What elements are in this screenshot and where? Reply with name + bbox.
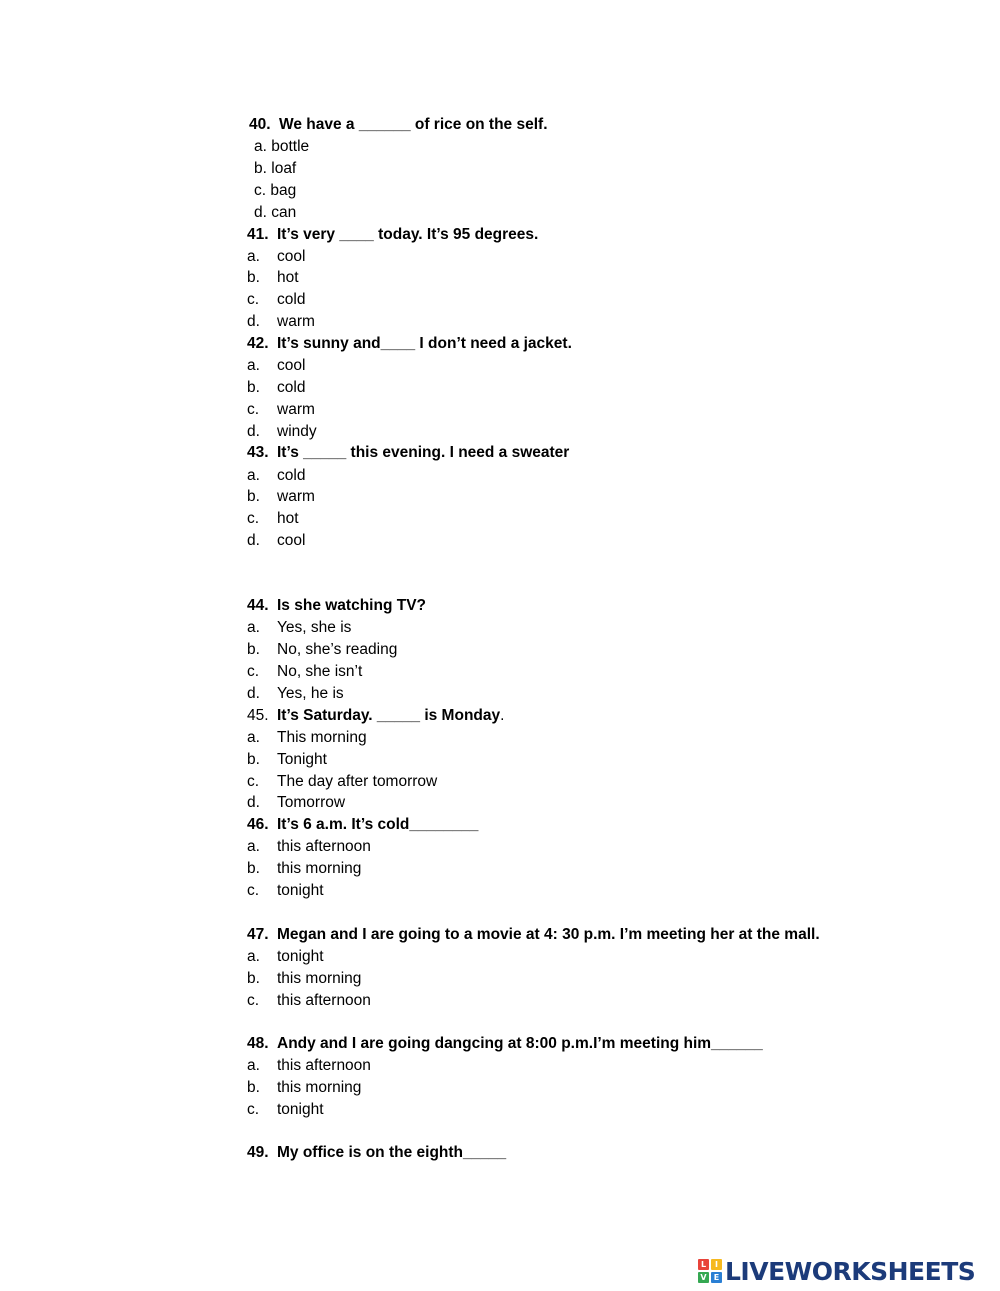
option-letter: d. xyxy=(254,204,267,221)
option-text: cold xyxy=(277,379,306,396)
option-text: warm xyxy=(277,313,315,330)
option-45-b[interactable] xyxy=(247,750,327,770)
option-42-d[interactable] xyxy=(247,422,317,442)
option-letter: c. xyxy=(247,401,260,418)
option-46-a[interactable] xyxy=(247,837,371,857)
question-text: Is she watching TV? xyxy=(277,597,426,614)
option-text: Yes, he is xyxy=(277,685,344,702)
option-text: tonight xyxy=(277,948,324,965)
option-text: warm xyxy=(277,488,315,505)
question-number: 42. xyxy=(247,335,269,352)
option-text: this afternoon xyxy=(277,992,371,1009)
option-41-c[interactable] xyxy=(247,290,305,310)
question-trailing: . xyxy=(500,707,505,724)
option-45-a[interactable] xyxy=(247,728,367,748)
question-43 xyxy=(247,443,569,463)
option-text: bottle xyxy=(271,138,310,155)
question-40 xyxy=(249,115,548,135)
option-41-a[interactable] xyxy=(247,247,305,267)
option-46-b[interactable] xyxy=(247,859,361,879)
option-40-b[interactable] xyxy=(254,159,296,179)
option-text: tonight xyxy=(277,1101,324,1118)
option-text: loaf xyxy=(271,160,297,177)
option-text: Tonight xyxy=(277,751,327,768)
option-47-c[interactable] xyxy=(247,991,371,1011)
logo-letter: E xyxy=(711,1272,722,1283)
option-44-d[interactable] xyxy=(247,684,344,704)
option-letter: b. xyxy=(247,1079,260,1096)
option-44-b[interactable] xyxy=(247,640,397,660)
option-letter: d. xyxy=(247,423,260,440)
question-text: It’s _____ this evening. I need a sweater xyxy=(277,444,570,461)
brand-name: LIVEWORKSHEETS xyxy=(725,1256,976,1286)
option-46-c[interactable] xyxy=(247,881,324,901)
question-number: 45. xyxy=(247,707,269,724)
option-text: Tomorrow xyxy=(277,794,346,811)
option-42-b[interactable] xyxy=(247,378,305,398)
option-letter: a. xyxy=(247,1057,260,1074)
option-48-b[interactable] xyxy=(247,1078,361,1098)
option-text: hot xyxy=(277,510,299,527)
option-48-c[interactable] xyxy=(247,1100,324,1120)
option-text: this morning xyxy=(277,860,362,877)
option-letter: a. xyxy=(247,948,260,965)
option-letter: b. xyxy=(247,488,260,505)
option-42-a[interactable] xyxy=(247,356,305,376)
question-45 xyxy=(247,706,504,726)
option-text: cool xyxy=(277,248,306,265)
option-letter: b. xyxy=(247,379,260,396)
option-text: The day after tomorrow xyxy=(277,773,438,790)
option-text: This morning xyxy=(277,729,367,746)
option-letter: c. xyxy=(247,773,260,790)
option-43-c[interactable] xyxy=(247,509,299,529)
question-number: 49. xyxy=(247,1144,269,1161)
option-letter: c. xyxy=(254,182,267,199)
option-44-a[interactable] xyxy=(247,618,351,638)
option-letter: c. xyxy=(247,992,260,1009)
option-letter: d. xyxy=(247,532,260,549)
question-text: Megan and I are going to a movie at 4: 30 p.m. I’m meeting her at the mall. xyxy=(277,926,820,943)
option-48-a[interactable] xyxy=(247,1056,371,1076)
option-letter: c. xyxy=(247,1101,260,1118)
option-text: bag xyxy=(270,182,297,199)
option-text: tonight xyxy=(277,882,324,899)
question-number: 43. xyxy=(247,444,269,461)
question-number: 48. xyxy=(247,1035,269,1052)
option-letter: d. xyxy=(247,313,260,330)
option-letter: c. xyxy=(247,882,260,899)
option-letter: a. xyxy=(247,357,260,374)
option-text: cool xyxy=(277,357,306,374)
option-letter: b. xyxy=(247,751,260,768)
question-49 xyxy=(247,1143,506,1163)
option-letter: b. xyxy=(247,641,260,658)
option-letter: a. xyxy=(247,467,260,484)
live-blocks-icon xyxy=(698,1259,722,1283)
option-41-d[interactable] xyxy=(247,312,315,332)
option-text: can xyxy=(271,204,297,221)
question-text: We have a ______ of rice on the self. xyxy=(279,116,548,133)
option-text: hot xyxy=(277,269,299,286)
option-40-c[interactable] xyxy=(254,181,296,201)
liveworksheets-logo xyxy=(698,1256,975,1286)
question-number: 47. xyxy=(247,926,269,943)
option-text: windy xyxy=(277,423,317,440)
option-text: this morning xyxy=(277,970,362,987)
option-45-c[interactable] xyxy=(247,772,437,792)
option-letter: a. xyxy=(247,729,260,746)
option-45-d[interactable] xyxy=(247,793,345,813)
question-41 xyxy=(247,225,538,245)
option-text: warm xyxy=(277,401,315,418)
option-text: this afternoon xyxy=(277,838,371,855)
question-number: 46. xyxy=(247,816,269,833)
question-44 xyxy=(247,596,426,616)
question-number: 40. xyxy=(249,116,271,133)
question-48 xyxy=(247,1034,763,1054)
option-text: cold xyxy=(277,291,306,308)
option-43-d[interactable] xyxy=(247,531,305,551)
option-letter: c. xyxy=(247,291,260,308)
logo-letter: L xyxy=(698,1259,709,1270)
option-text: No, she’s reading xyxy=(277,641,398,658)
option-letter: b. xyxy=(254,160,267,177)
option-letter: d. xyxy=(247,685,260,702)
question-text: It’s sunny and____ I don’t need a jacket. xyxy=(277,335,572,352)
option-letter: c. xyxy=(247,663,260,680)
option-letter: a. xyxy=(247,248,260,265)
option-42-c[interactable] xyxy=(247,400,315,420)
option-text: this morning xyxy=(277,1079,362,1096)
question-number: 41. xyxy=(247,226,269,243)
option-letter: d. xyxy=(247,794,260,811)
option-text: cool xyxy=(277,532,306,549)
option-letter: b. xyxy=(247,860,260,877)
question-47 xyxy=(247,925,820,945)
option-letter: b. xyxy=(247,970,260,987)
option-44-c[interactable] xyxy=(247,662,362,682)
option-text: cold xyxy=(277,467,306,484)
option-letter: a. xyxy=(247,619,260,636)
logo-letter: V xyxy=(698,1272,709,1283)
option-letter: a. xyxy=(254,138,267,155)
option-47-a[interactable] xyxy=(247,947,324,967)
question-42 xyxy=(247,334,572,354)
option-43-b[interactable] xyxy=(247,487,315,507)
option-43-a[interactable] xyxy=(247,466,305,486)
option-text: Yes, she is xyxy=(277,619,352,636)
option-41-b[interactable] xyxy=(247,268,299,288)
question-text: Andy and I are going dangcing at 8:00 p.m.I’m meeting him______ xyxy=(277,1035,763,1052)
option-letter: c. xyxy=(247,510,260,527)
question-text: It’s Saturday. _____ is Monday xyxy=(277,707,501,724)
option-text: this afternoon xyxy=(277,1057,371,1074)
option-text: No, she isn’t xyxy=(277,663,363,680)
option-47-b[interactable] xyxy=(247,969,361,989)
option-40-d[interactable] xyxy=(254,203,296,223)
question-text: My office is on the eighth_____ xyxy=(277,1144,507,1161)
question-46 xyxy=(247,815,478,835)
question-number: 44. xyxy=(247,597,269,614)
question-text: It’s very ____ today. It’s 95 degrees. xyxy=(277,226,539,243)
option-letter: a. xyxy=(247,838,260,855)
option-letter: b. xyxy=(247,269,260,286)
question-text: It’s 6 a.m. It’s cold________ xyxy=(277,816,479,833)
logo-letter: I xyxy=(711,1259,722,1270)
option-40-a[interactable] xyxy=(254,137,309,157)
